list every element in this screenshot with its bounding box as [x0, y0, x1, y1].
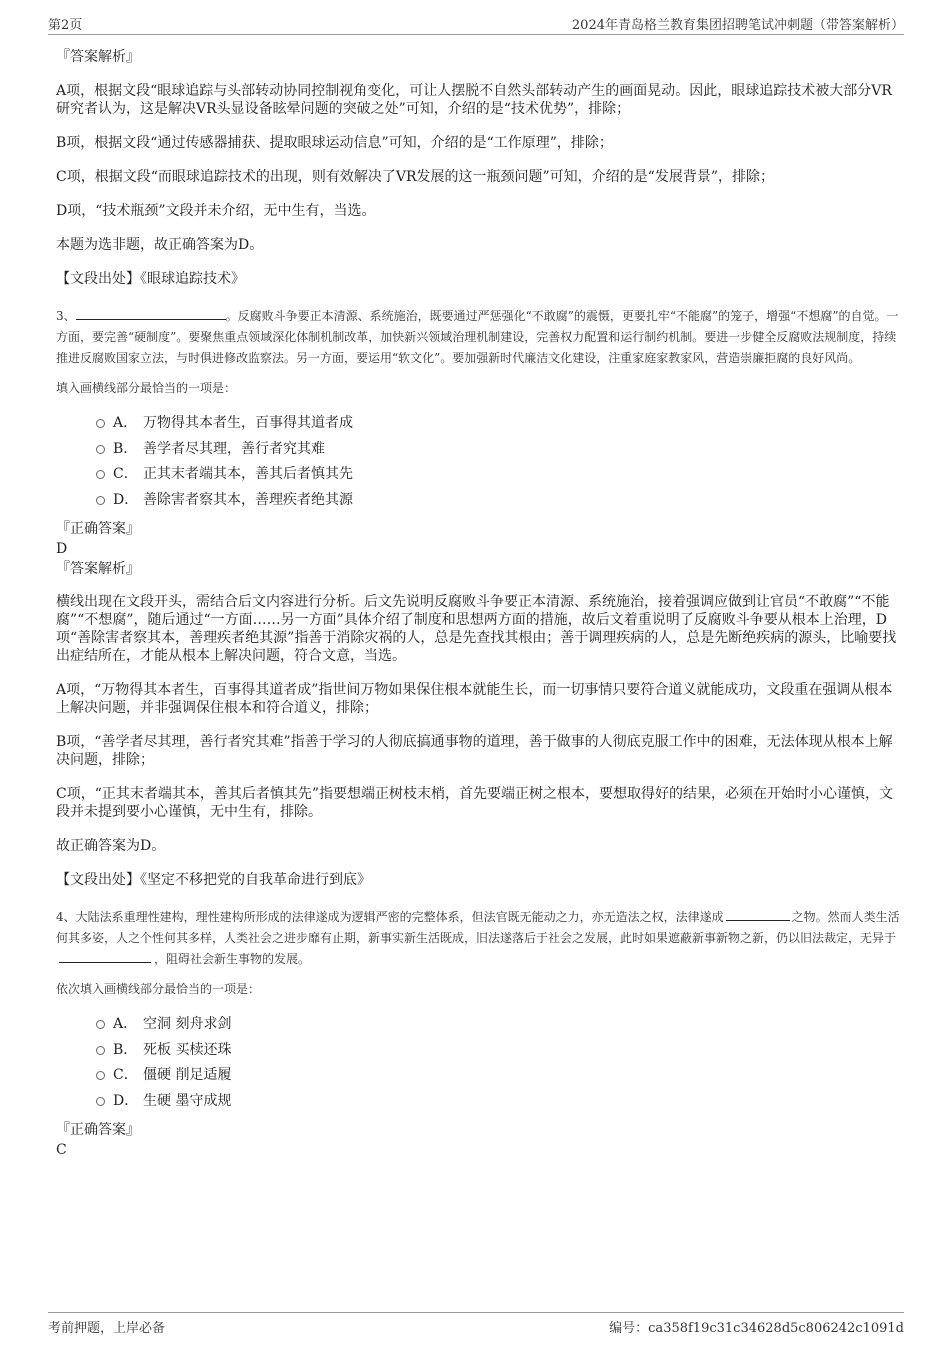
- option-text: 生硬 墨守成规: [143, 1092, 232, 1109]
- option-letter: C．: [113, 1067, 138, 1083]
- q2-analysis-d: D项，“技术瓶颈”文段并未介绍，无中生有，当选。: [56, 203, 376, 219]
- q2-analysis-a: A项，根据文段“眼球追踪与头部转动协同控制视角变化，可让人摆脱不自然头部转动产生的画面晃动。因此，眼球追踪技术被大部分VR研究者认为，这是解决VR头显设备眩晕问题的突破之处”可知，介绍的是“技术优势”，排除；: [56, 83, 892, 117]
- option-text: 万物得其本者生，百事得其道者成: [143, 415, 353, 431]
- q4-prompt: 依次填入画横线部分最恰当的一项是：: [56, 982, 261, 996]
- q3-options: [56, 411, 904, 513]
- option-letter: D．: [113, 1092, 139, 1109]
- q3-stem: [56, 306, 904, 369]
- q4-option-a[interactable]: [96, 1012, 904, 1038]
- radio-icon[interactable]: [96, 445, 105, 454]
- q3-blank: [76, 307, 226, 320]
- q3-prompt: 填入画横线部分最恰当的一项是：: [56, 381, 237, 395]
- radio-icon[interactable]: [96, 496, 105, 505]
- q4-stem: [56, 907, 904, 970]
- q4-option-b[interactable]: [96, 1038, 904, 1064]
- q2-conclusion: 本题为选非题，故正确答案为D。: [56, 237, 264, 253]
- q4-stem-part1: 4、大陆法系重理性建构，理性建构所形成的法律遂成为逻辑严密的完整体系，但法官既无能动之力，亦无造法之权，法律遂成: [56, 910, 724, 924]
- q4-blank-1: [726, 908, 790, 921]
- option-letter: A．: [113, 415, 138, 431]
- q3-analysis-label: 『答案解析』: [56, 561, 140, 577]
- option-letter: B．: [113, 1041, 138, 1058]
- page-header: [48, 14, 904, 35]
- option-letter: D．: [113, 491, 139, 508]
- q3-analysis-b: B项，“善学者尽其理，善行者究其难”指善于学习的人彻底搞通事物的道理，善于做事的人彻底克服工作中的困难，无法体现从根本上解决问题，排除；: [56, 734, 893, 768]
- q3-stem-text: 。反腐败斗争要正本清源、系统施治，既要通过严惩强化“不敢腐”的震慑，更要扎牢“不能腐”的笼子，增强“不想腐”的自觉。一方面，要完善“硬制度”。要聚焦重点领域深化体制机制改革，加快新兴领域治理机制建设，完善权力配置和运行制约机制。要进一步健全反腐败法规制度，持续推进反腐败国家立法，与时俱进修改监察法。另一方面，要运用“软文化”。要加强新时代廉洁文化建设，注重家庭家教家风，营造崇廉拒腐的良好风尚。: [56, 309, 899, 365]
- radio-icon[interactable]: [96, 470, 105, 479]
- option-letter: B．: [113, 440, 138, 457]
- q3-answer-label: 『正确答案』: [56, 521, 140, 537]
- footer-serial: 编号：ca358f19c31c34628d5c806242c1091d: [609, 1321, 904, 1336]
- q2-source: 【文段出处】《眼球追踪技术》: [56, 271, 245, 287]
- q3-conclusion: 故正确答案为D。: [56, 838, 166, 854]
- option-letter: A．: [113, 1016, 138, 1032]
- document-title: 2024年青岛格兰教育集团招聘笔试冲刺题（带答案解析）: [571, 18, 904, 33]
- q3-source: 【文段出处】《坚定不移把党的自我革命进行到底》: [56, 872, 371, 888]
- q2-analysis-b: B项，根据文段“通过传感器捕获、提取眼球运动信息”可知，介绍的是“工作原理”，排除；: [56, 135, 613, 151]
- option-text: 空洞 刻舟求剑: [143, 1016, 232, 1032]
- q4-option-c[interactable]: [96, 1063, 904, 1089]
- document-body: [56, 44, 904, 1160]
- q4-answer-label: 『正确答案』: [56, 1122, 140, 1138]
- option-letter: C．: [113, 466, 138, 482]
- option-text: 善除害者察其本，善理疾者绝其源: [143, 491, 353, 508]
- q3-number: 3、: [56, 309, 76, 323]
- q4-answer: C: [56, 1142, 67, 1158]
- page-footer: [48, 1312, 904, 1335]
- radio-icon[interactable]: [96, 1020, 105, 1029]
- q3-option-b[interactable]: [96, 437, 904, 463]
- radio-icon[interactable]: [96, 419, 105, 428]
- q4-stem-part3: ，阻碍社会新生事物的发展。: [154, 952, 311, 966]
- q4-stem-part2: 之物。然而人类生活何其多姿，人之个性何其多样，人类社会之进步靡有止期，新事实新生活既成，旧法遂落后于社会之发展，此时如果遮蔽新事新物之新，仍以旧法裁定，无异于: [56, 910, 900, 945]
- q3-option-c[interactable]: [96, 462, 904, 488]
- q2-analysis-label: 『答案解析』: [56, 49, 140, 65]
- q4-option-d[interactable]: [96, 1089, 904, 1115]
- option-text: 僵硬 削足适履: [143, 1067, 232, 1083]
- option-text: 正其末者端其本，善其后者慎其先: [143, 466, 353, 482]
- option-text: 死板 买椟还珠: [143, 1041, 232, 1058]
- q3-option-a[interactable]: [96, 411, 904, 437]
- page-number: 第2页: [48, 18, 83, 33]
- q3-analysis: 横线出现在文段开头，需结合后文内容进行分析。后文先说明反腐败斗争要正本清源、系统施治，接着强调应做到让官员“不敢腐”“不能腐”“不想腐”，随后通过“一方面……另一方面”具体介绍了制度和思想两方面的措施，故后文着重说明了反腐败斗争要从根本上治理，D项“善除害者察其本，善理疾者绝其源”指善于消除灾祸的人，总是先查找其根由；善于调理疾病的人，总是先断绝疾病的源头，比喻要找出症结所在，才能从根本上解决问题，符合文意，当选。: [56, 594, 897, 664]
- radio-icon[interactable]: [96, 1097, 105, 1106]
- q3-option-d[interactable]: [96, 488, 904, 514]
- q3-analysis-c: C项，“正其末者端其本，善其后者慎其先”指要想端正树枝末梢，首先要端正树之根本，要想取得好的结果，必须在开始时小心谨慎，文段并未提到要小心谨慎，无中生有，排除。: [56, 786, 894, 820]
- radio-icon[interactable]: [96, 1071, 105, 1080]
- q4-options: [56, 1012, 904, 1114]
- q3-answer: D: [56, 541, 68, 557]
- option-text: 善学者尽其理，善行者究其难: [143, 440, 325, 457]
- radio-icon[interactable]: [96, 1046, 105, 1055]
- q4-blank-2: [59, 950, 151, 963]
- q2-analysis-c: C项，根据文段“而眼球追踪技术的出现，则有效解决了VR发展的这一瓶颈问题”可知，介绍的是“发展背景”，排除；: [56, 169, 774, 185]
- footer-slogan: 考前押题，上岸必备: [48, 1321, 166, 1336]
- q3-analysis-a: A项，“万物得其本者生，百事得其道者成”指世间万物如果保住根本就能生长，而一切事情只要符合道义就能成功，文段重在强调从根本上解决问题，并非强调保住根本和符合道义，排除；: [56, 682, 893, 716]
